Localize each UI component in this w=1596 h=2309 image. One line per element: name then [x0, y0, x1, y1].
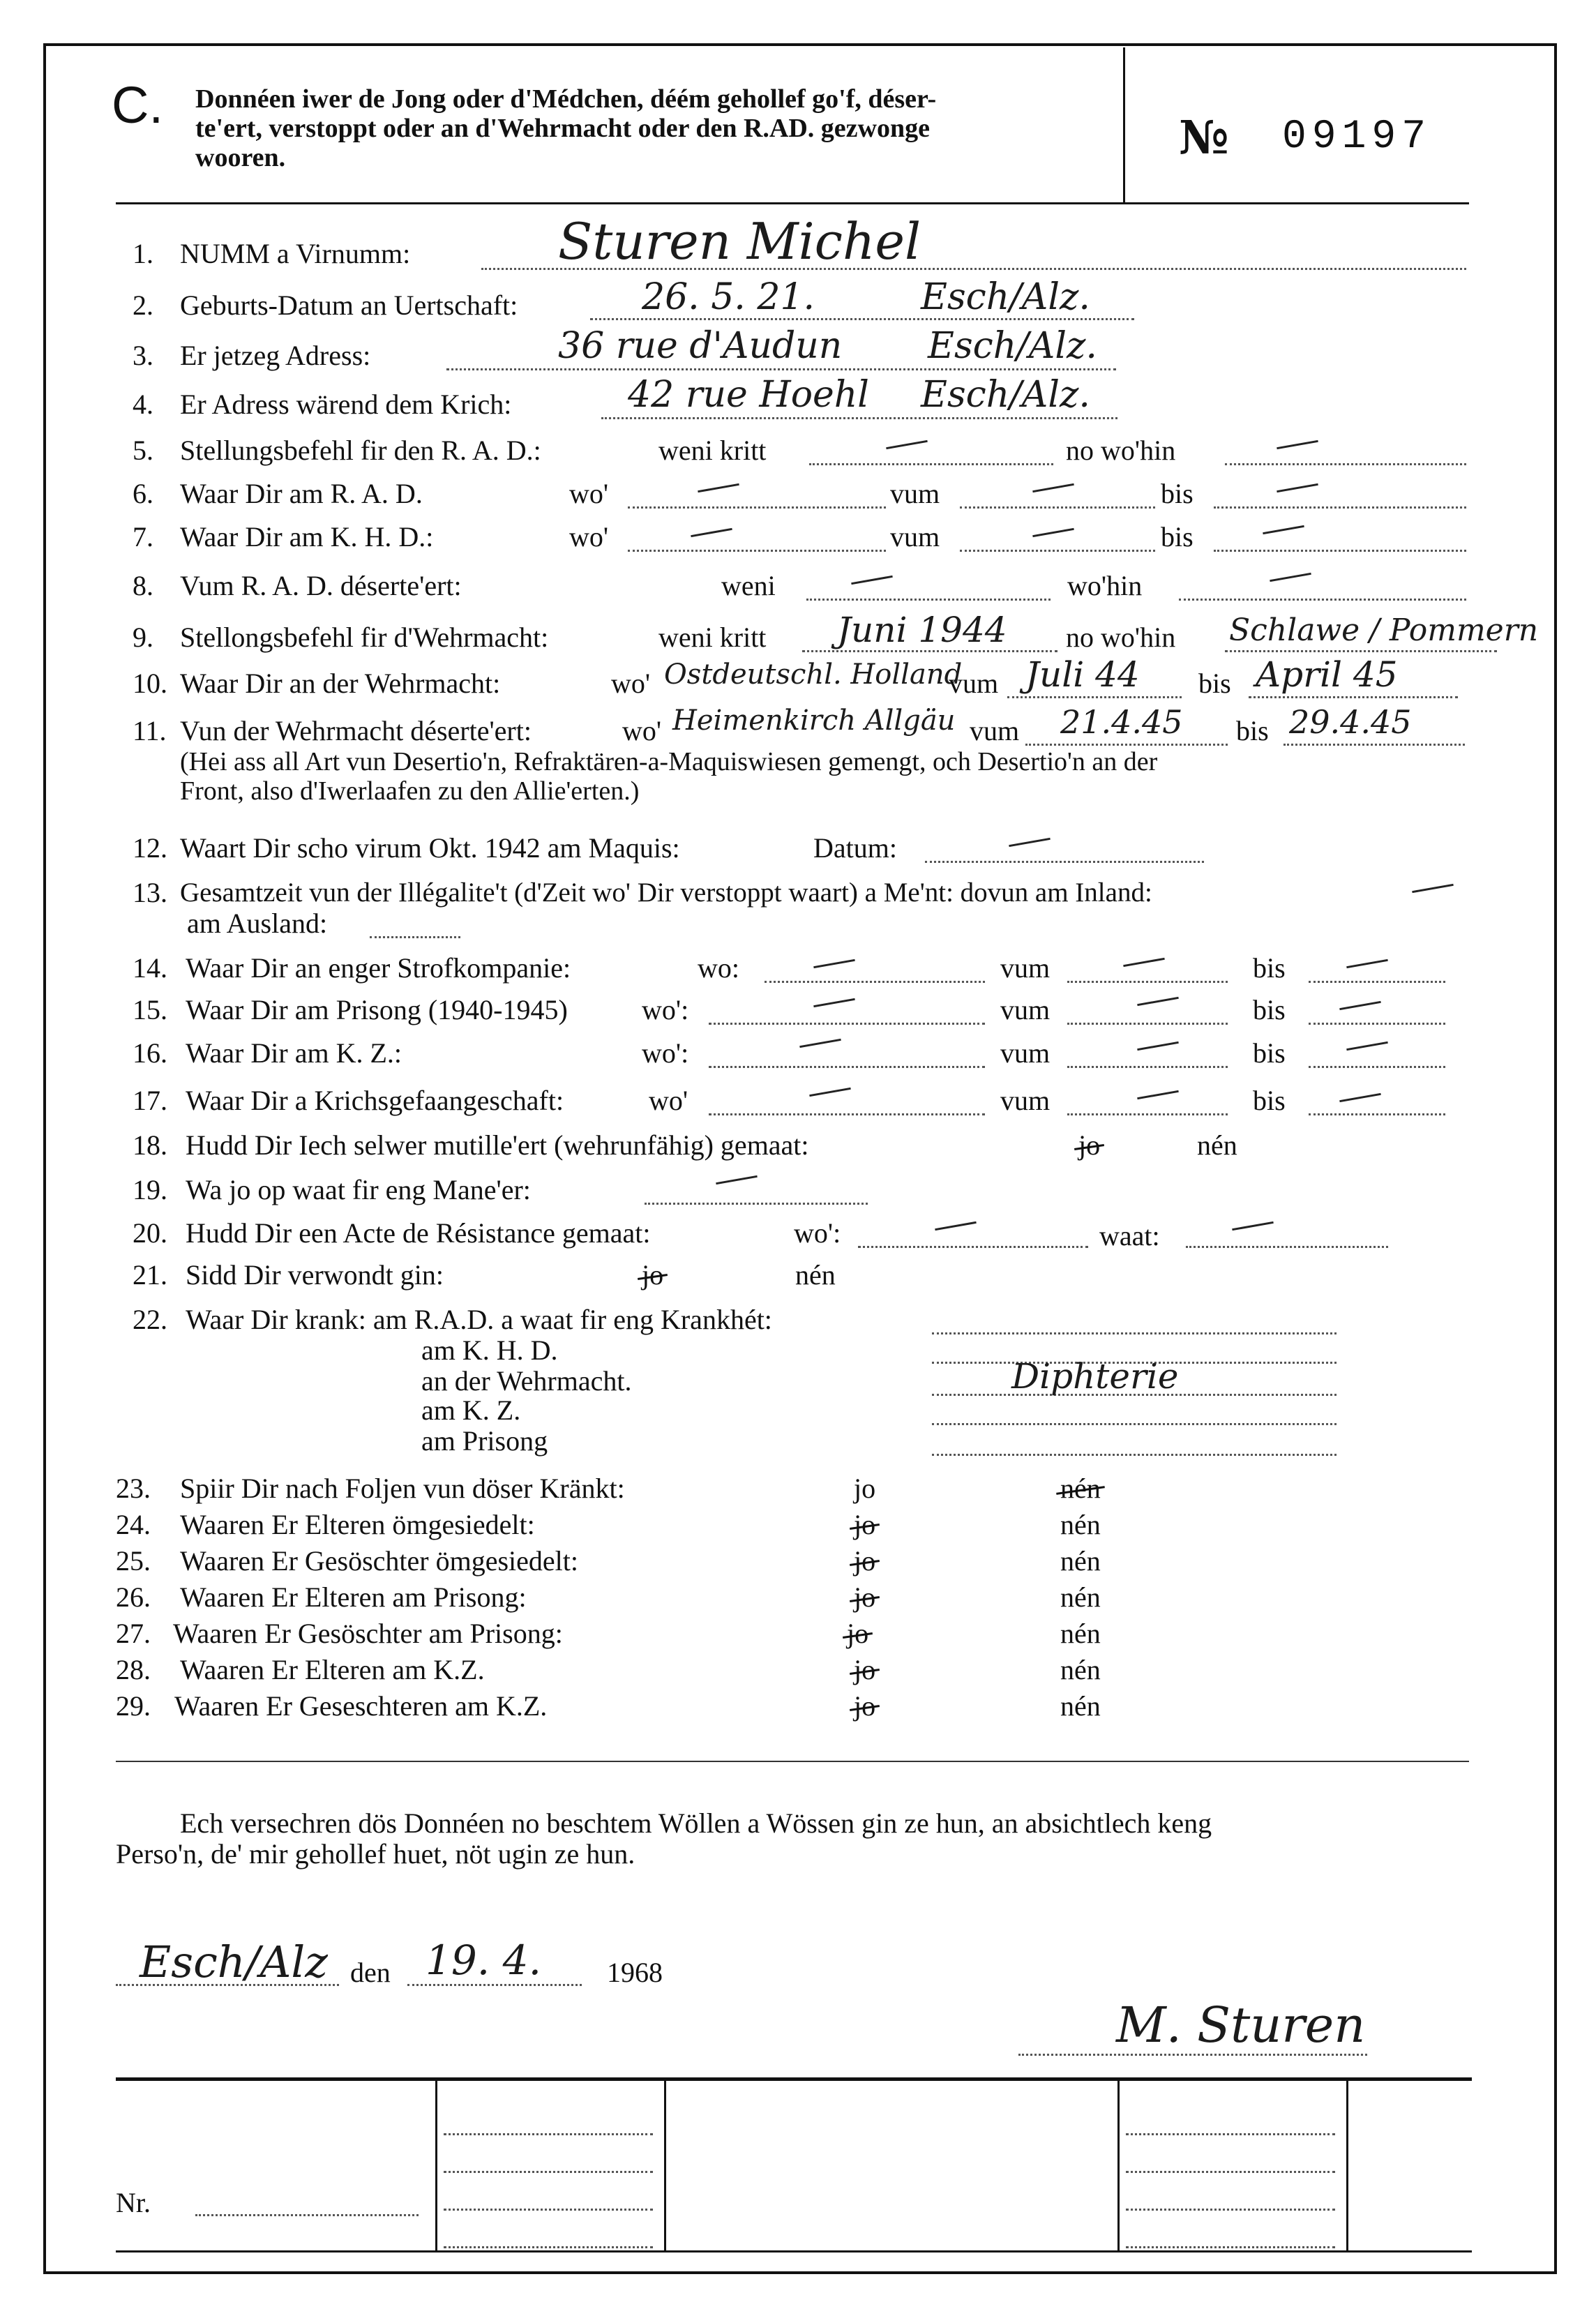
parents-kz-label: Waaren Er Elteren am K.Z.	[180, 1654, 485, 1685]
line	[1283, 744, 1465, 746]
line	[1309, 1113, 1445, 1115]
line	[1025, 744, 1228, 746]
wehrmacht-order-label: Stellongsbefehl fir d'Wehrmacht:	[180, 622, 549, 653]
self-mutilation-label: Hudd Dir Iech selwer mutille'ert (wehrunfähig) gemaat:	[186, 1129, 809, 1161]
header-bottom-rule	[116, 202, 1469, 204]
line	[932, 1332, 1337, 1334]
jo-option	[642, 1260, 663, 1291]
line	[960, 506, 1155, 509]
row-number: 27.	[116, 1618, 151, 1649]
jo-option	[854, 1655, 875, 1685]
footer-divider	[435, 2080, 437, 2252]
birth-line	[590, 318, 1134, 320]
line	[765, 981, 985, 983]
row-number: 13.	[133, 877, 167, 908]
line	[709, 1066, 985, 1068]
number-symbol: №	[1179, 110, 1229, 165]
row-number: 12.	[133, 832, 167, 864]
row-number: 1.	[133, 238, 153, 269]
row-number: 3.	[133, 340, 153, 371]
bis-label: bis	[1236, 715, 1269, 746]
birth-place-value: Esch/Alz.	[921, 276, 1090, 318]
vum-label: vum	[970, 715, 1020, 746]
illegality-label: Gesamtzeit vun der Illégalite't (d'Zeit wo' Dir verstoppt waart) a Me'nt: dovun am Inland:	[180, 878, 1152, 908]
vum-label: vum	[949, 668, 999, 699]
sickness-kz-label: am K. Z.	[421, 1394, 521, 1426]
line	[1249, 696, 1458, 698]
nen-struck: nén	[1060, 1473, 1101, 1504]
sickness-wehrmacht-value: Diphterie	[1011, 1356, 1179, 1397]
row-number: 28.	[116, 1654, 151, 1685]
service-from-value: Juli 44	[1025, 654, 1140, 695]
form-number: 09197	[1282, 114, 1432, 160]
jo-option	[854, 1510, 875, 1540]
header-text-line3: wooren.	[195, 143, 286, 172]
nr-line	[195, 2214, 419, 2216]
jo-option	[847, 1618, 868, 1649]
weni-kritt-label: weni kritt	[658, 435, 767, 466]
row-number: 5.	[133, 435, 153, 466]
line	[1179, 599, 1466, 601]
line	[1225, 463, 1466, 465]
rad-label: Waar Dir am R. A. D.	[180, 478, 423, 509]
header-text-line1: Donnéen iwer de Jong oder d'Médchen, déém gehollef go'f, déser-	[195, 84, 937, 114]
line	[1214, 550, 1466, 552]
parents-resettled-label: Waaren Er Elteren ömgesiedelt:	[180, 1509, 535, 1540]
date-line	[407, 1984, 582, 1986]
line	[645, 1203, 868, 1205]
line	[370, 936, 460, 938]
footer-cell-line	[1126, 2171, 1335, 2173]
line	[1067, 1066, 1228, 1068]
abroad-label: am Ausland:	[187, 908, 328, 939]
row-number: 19.	[133, 1174, 167, 1205]
siblings-kz-label: Waaren Er Geseschteren am K.Z.	[174, 1690, 548, 1722]
address-line	[446, 368, 1116, 370]
line	[628, 550, 886, 552]
jo-option	[854, 1582, 875, 1613]
sickness-khd-label: am K. H. D.	[421, 1334, 558, 1366]
wo-label: wo':	[642, 994, 689, 1025]
order-destination-value: Schlawe / Pommern	[1229, 612, 1539, 648]
row-number: 7.	[133, 521, 153, 552]
prison-label: Waar Dir am Prisong (1940-1945)	[186, 994, 568, 1025]
line	[932, 1423, 1337, 1425]
declaration-line2: Perso'n, de' mir gehollef huet, nöt ugin ze hun.	[116, 1838, 635, 1870]
nen-option: nén	[1060, 1654, 1101, 1685]
line	[802, 650, 1057, 652]
khd-label: Waar Dir am K. H. D.:	[180, 521, 434, 552]
line	[858, 1246, 1088, 1248]
nen-option: nén	[1197, 1129, 1237, 1161]
service-to-value: April 45	[1256, 654, 1398, 695]
after-effects-label: Spiir Dir nach Foljen vun döser Kränkt:	[180, 1473, 625, 1504]
signature: M. Sturen	[1116, 1996, 1366, 2054]
row-number: 16.	[133, 1037, 167, 1069]
jo-struck: jo	[642, 1259, 664, 1291]
bis-label: bis	[1253, 952, 1286, 984]
bis-label: bis	[1161, 521, 1194, 552]
nen-option: nén	[795, 1259, 836, 1291]
footer-divider	[664, 2080, 666, 2252]
jo-struck: jo	[854, 1545, 876, 1577]
address-label: Er jetzeg Adress:	[180, 340, 371, 371]
no-wohin-label: no wo'hin	[1066, 622, 1176, 653]
vum-label: vum	[1000, 1037, 1051, 1069]
row-number: 4.	[133, 389, 153, 420]
siblings-prison-label: Waaren Er Gesöschter am Prisong:	[173, 1618, 563, 1649]
order-date-value: Juni 1944	[837, 610, 1007, 650]
line	[709, 1113, 985, 1115]
desertion-note-line1: (Hei ass all Art vun Desertio'n, Refraktären-a-Maquiswiesen gemengt, och Desertio'n an der	[180, 747, 1158, 776]
signature-line	[1018, 2054, 1367, 2056]
section-letter: C.	[112, 76, 163, 134]
bis-label: bis	[1253, 1037, 1286, 1069]
line	[1214, 506, 1466, 509]
declaration-line1: Ech versechren dös Donnéen no beschtem Wöllen a Wössen gin ze hun, an absichtlech keng	[180, 1807, 1212, 1839]
row-number: 9.	[133, 622, 153, 653]
row-number: 21.	[133, 1259, 167, 1291]
row-number: 10.	[133, 668, 167, 699]
footer-cell-line	[444, 2133, 653, 2135]
kz-label: Waar Dir am K. Z.:	[186, 1037, 402, 1069]
bis-label: bis	[1253, 1085, 1286, 1116]
wo-label: wo'	[611, 668, 651, 699]
desertion-from-value: 21.4.45	[1060, 703, 1183, 741]
wohin-label: wo'hin	[1067, 570, 1143, 601]
jo-struck: jo	[847, 1618, 869, 1649]
service-place-value: Ostdeutschl. Holland	[664, 659, 963, 691]
wo-label: wo:	[698, 952, 739, 984]
weni-kritt-label: weni kritt	[658, 622, 767, 653]
vum-label: vum	[1000, 1085, 1051, 1116]
jo-struck: jo	[854, 1581, 876, 1613]
line	[1067, 981, 1228, 983]
wounded-label: Sidd Dir verwondt gin:	[186, 1259, 444, 1291]
signing-place-value: Esch/Alz	[140, 1936, 328, 1987]
row-number: 14.	[133, 952, 167, 984]
line	[1067, 1113, 1228, 1115]
desertion-place-value: Heimenkirch Allgäu	[672, 705, 956, 737]
row-number: 8.	[133, 570, 153, 601]
bis-label: bis	[1253, 994, 1286, 1025]
jo-struck: jo	[854, 1509, 876, 1540]
row-number: 18.	[133, 1129, 167, 1161]
jo-option	[854, 1691, 875, 1722]
datum-label: Datum:	[813, 832, 897, 864]
resistance-label: Hudd Dir een Acte de Résistance gemaat:	[186, 1217, 651, 1249]
footer-cell-line	[444, 2171, 653, 2173]
line	[806, 599, 1051, 601]
line	[1225, 650, 1497, 652]
line	[1007, 696, 1182, 698]
jo-struck: jo	[854, 1654, 876, 1685]
line	[1309, 981, 1445, 983]
line	[628, 506, 886, 509]
jo-struck: jo	[854, 1690, 876, 1722]
row-number: 20.	[133, 1217, 167, 1249]
footer-cell-line	[1126, 2246, 1335, 2248]
jo-struck: jo	[1078, 1129, 1101, 1161]
address-city-value: Esch/Alz.	[928, 325, 1097, 367]
sickness-prison-label: am Prisong	[421, 1425, 548, 1457]
wo-label: wo':	[642, 1037, 689, 1069]
rad-order-label: Stellungsbefehl fir den R. A. D.:	[180, 435, 541, 466]
vum-label: vum	[890, 478, 940, 509]
footer-rule-top	[116, 2077, 1472, 2081]
wehrmacht-desertion-label: Vun der Wehrmacht déserte'ert:	[180, 715, 532, 746]
footer-rule-bottom	[116, 2250, 1472, 2252]
desertion-to-value: 29.4.45	[1289, 703, 1412, 741]
weni-label: weni	[721, 570, 776, 601]
footer-cell-line	[444, 2209, 653, 2211]
jo-option	[854, 1546, 875, 1577]
row-number: 17.	[133, 1085, 167, 1116]
wo-label: wo'	[569, 521, 609, 552]
wo-label: wo'	[622, 715, 662, 746]
name-label: NUMM a Virnumm:	[180, 238, 411, 269]
row-number: 15.	[133, 994, 167, 1025]
header-text-line2: te'ert, verstoppt oder an d'Wehrmacht oder den R.AD. gezwonge	[195, 114, 930, 143]
jo-option	[1078, 1130, 1100, 1161]
header-divider	[1123, 47, 1125, 202]
parents-prison-label: Waaren Er Elteren am Prisong:	[180, 1581, 527, 1613]
nen-option: nén	[1060, 1545, 1101, 1577]
footer-cell-line	[1126, 2209, 1335, 2211]
signing-date-value: 19. 4.	[426, 1936, 542, 1984]
row-number: 6.	[133, 478, 153, 509]
line	[709, 1023, 985, 1025]
vum-label: vum	[890, 521, 940, 552]
footer-divider	[1117, 2080, 1120, 2252]
address-value: 36 rue d'Audun	[558, 325, 843, 367]
row-number: 29.	[116, 1690, 151, 1722]
declaration-rule	[116, 1761, 1469, 1762]
penal-company-label: Waar Dir an enger Strofkompanie:	[186, 952, 571, 984]
waat-label: waat:	[1099, 1220, 1160, 1251]
wo-label: wo':	[794, 1217, 841, 1249]
wehrmacht-service-label: Waar Dir an der Wehrmacht:	[180, 668, 501, 699]
nen-option: nén	[1060, 1690, 1101, 1722]
name-value: Sturen Michel	[558, 212, 921, 271]
row-number: 26.	[116, 1581, 151, 1613]
nen-option: nén	[1060, 1509, 1101, 1540]
bis-label: bis	[1161, 478, 1194, 509]
rad-desertion-label: Vum R. A. D. déserte'ert:	[180, 570, 462, 601]
maquis-label: Waart Dir scho virum Okt. 1942 am Maquis:	[180, 832, 680, 864]
jo-option: jo	[854, 1473, 876, 1504]
nen-option	[1060, 1473, 1101, 1504]
line	[1309, 1066, 1445, 1068]
nen-option: nén	[1060, 1581, 1101, 1613]
pow-label: Waar Dir a Krichsgefaangeschaft:	[186, 1085, 564, 1116]
wo-label: wo'	[569, 478, 609, 509]
vum-label: vum	[1000, 952, 1051, 984]
row-number: 22.	[133, 1304, 167, 1335]
bis-label: bis	[1198, 668, 1231, 699]
row-number: 23.	[116, 1473, 151, 1504]
footer-cell-line	[1126, 2133, 1335, 2135]
nen-option: nén	[1060, 1618, 1101, 1649]
line	[1309, 1023, 1445, 1025]
line	[932, 1454, 1337, 1456]
manner-label: Wa jo op waat fir eng Mane'er:	[186, 1174, 531, 1205]
sickness-label: Waar Dir krank: am R.A.D. a waat fir eng Krankhét:	[186, 1304, 772, 1335]
desertion-note-line2: Front, also d'Iwerlaafen zu den Allie'erten.)	[180, 776, 640, 806]
row-number: 2.	[133, 289, 153, 321]
line	[809, 463, 1053, 465]
birth-date-value: 26. 5. 21.	[642, 276, 815, 318]
line	[1067, 1023, 1228, 1025]
war-address-line	[601, 417, 1117, 419]
siblings-resettled-label: Waaren Er Gesöschter ömgesiedelt:	[180, 1545, 578, 1577]
wo-label: wo'	[649, 1085, 688, 1116]
war-address-label: Er Adress wärend dem Krich:	[180, 389, 512, 420]
war-address-city-value: Esch/Alz.	[921, 374, 1090, 416]
line	[1186, 1246, 1388, 1248]
row-number: 11.	[133, 715, 167, 746]
nr-label: Nr.	[116, 2187, 151, 2218]
vum-label: vum	[1000, 994, 1051, 1025]
footer-divider	[1346, 2080, 1348, 2252]
birth-label: Geburts-Datum an Uertschaft:	[180, 289, 518, 321]
sickness-wehrmacht-label: an der Wehrmacht.	[421, 1365, 632, 1397]
year-label: 1968	[607, 1957, 663, 1988]
row-number: 24.	[116, 1509, 151, 1540]
line	[960, 550, 1155, 552]
no-wohin-label: no wo'hin	[1066, 435, 1176, 466]
line	[925, 861, 1204, 863]
row-number: 25.	[116, 1545, 151, 1577]
den-label: den	[350, 1957, 391, 1988]
war-address-value: 42 rue Hoehl	[628, 374, 869, 416]
footer-cell-line	[444, 2246, 653, 2248]
